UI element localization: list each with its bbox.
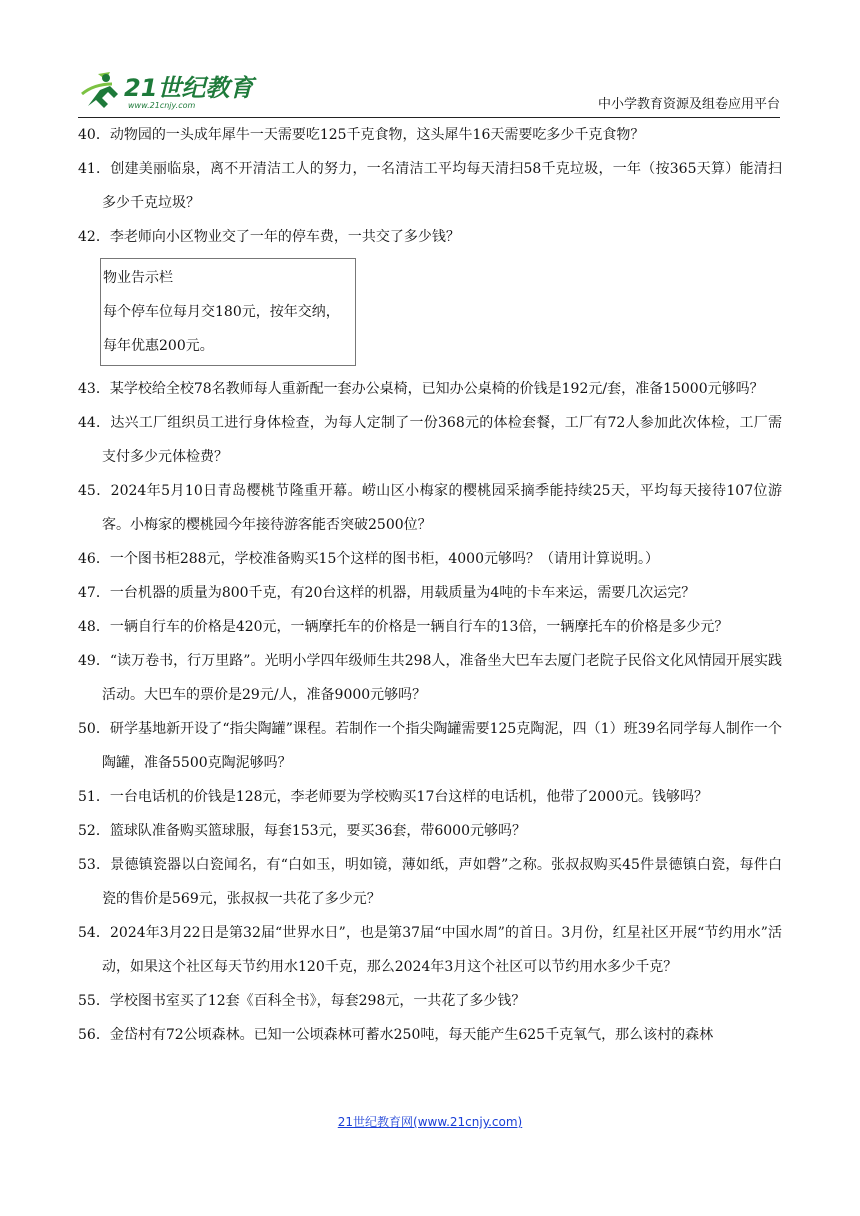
question-46: 46．一个图书柜288元，学校准备购买15个这样的图书柜，4000元够吗？（请用计算说明。）: [78, 551, 659, 567]
logo-url: www.21cnjy.com: [128, 101, 196, 110]
question-53: 53．景德镇瓷器以白瓷闻名，有“白如玉，明如镜，薄如纸，声如磬”之称。张叔叔购买45件景德镇白瓷，每件白瓷的售价是569元，张叔叔一共花了多少元？: [78, 857, 782, 907]
question-54: 54．2024年3月22日是第32届“世界水日”，也是第37届“中国水周”的首日。3月份，红星社区开展“节约用水”活动，如果这个社区每天节约用水120千克，那么2024年3月这个社区可以节约用水多少千克？: [78, 925, 782, 975]
notice-line: 每年优惠200元。: [103, 338, 214, 354]
question-49: 49．“读万卷书，行万里路”。光明小学四年级师生共298人，准备坐大巴车去厦门老院子民俗文化风情园开展实践活动。大巴车的票价是29元/人，准备9000元够吗？: [78, 653, 782, 703]
question-45: 45．2024年5月10日青岛樱桃节隆重开幕。崂山区小梅家的樱桃园采摘季能持续25天，平均每天接待107位游客。小梅家的樱桃园今年接待游客能否突破2500位？: [78, 483, 782, 533]
question-56: 56．金岱村有72公顷森林。已知一公顷森林可蓄水250吨，每天能产生625千克氧气，那么该村的森林: [78, 1027, 714, 1043]
question-42: 42．李老师向小区物业交了一年的停车费，一共交了多少钱？: [78, 229, 460, 245]
question-41: 41．创建美丽临泉，离不开清洁工人的努力，一名清洁工平均每天清扫58千克垃圾，一年（按365天算）能清扫多少千克垃圾？: [78, 161, 782, 211]
question-50: 50．研学基地新开设了“指尖陶罐”课程。若制作一个指尖陶罐需要125克陶泥，四（1）班39名同学每人制作一个陶罐，准备5500克陶泥够吗？: [78, 721, 782, 771]
21cnjy-logo: [78, 66, 268, 112]
platform-title: 中小学教育资源及组卷应用平台: [597, 97, 780, 112]
question-40: 40．动物园的一头成年犀牛一天需要吃125千克食物，这头犀牛16天需要吃多少千克食物？: [78, 127, 645, 143]
question-44: 44．达兴工厂组织员工进行身体检查，为每人定制了一份368元的体检套餐，工厂有72人参加此次体检，工厂需支付多少元体检费？: [78, 415, 782, 465]
property-notice-box: [100, 258, 356, 366]
footer-link[interactable]: 21世纪教育网(www.21cnjy.com): [337, 1115, 523, 1129]
question-48: 48．一辆自行车的价格是420元，一辆摩托车的价格是一辆自行车的13倍，一辆摩托车的价格是多少元？: [78, 619, 729, 635]
logo-text: 21世纪教育: [124, 74, 254, 102]
question-47: 47．一台机器的质量为800千克，有20台这样的机器，用载质量为4吨的卡车来运，需要几次运完？: [78, 585, 696, 601]
notice-line: 每个停车位每月交180元，按年交纳，: [103, 304, 340, 320]
question-55: 55．学校图书室买了12套《百科全书》，每套298元，一共花了多少钱？: [78, 993, 526, 1009]
question-43: 43．某学校给全校78名教师每人重新配一套办公桌椅，已知办公桌椅的价钱是192元/套，准备15000元够吗？: [78, 381, 764, 397]
page-header: [78, 62, 780, 116]
question-51: 51．一台电话机的价钱是128元，李老师要为学校购买17台这样的电话机，他带了2000元。钱够吗？: [78, 789, 708, 805]
question-52: 52．篮球队准备购买篮球服，每套153元，要买36套，带6000元够吗？: [78, 823, 526, 839]
page-footer: [0, 1113, 860, 1130]
notice-title: 物业告示栏: [103, 270, 173, 286]
question-list: [78, 118, 782, 1052]
